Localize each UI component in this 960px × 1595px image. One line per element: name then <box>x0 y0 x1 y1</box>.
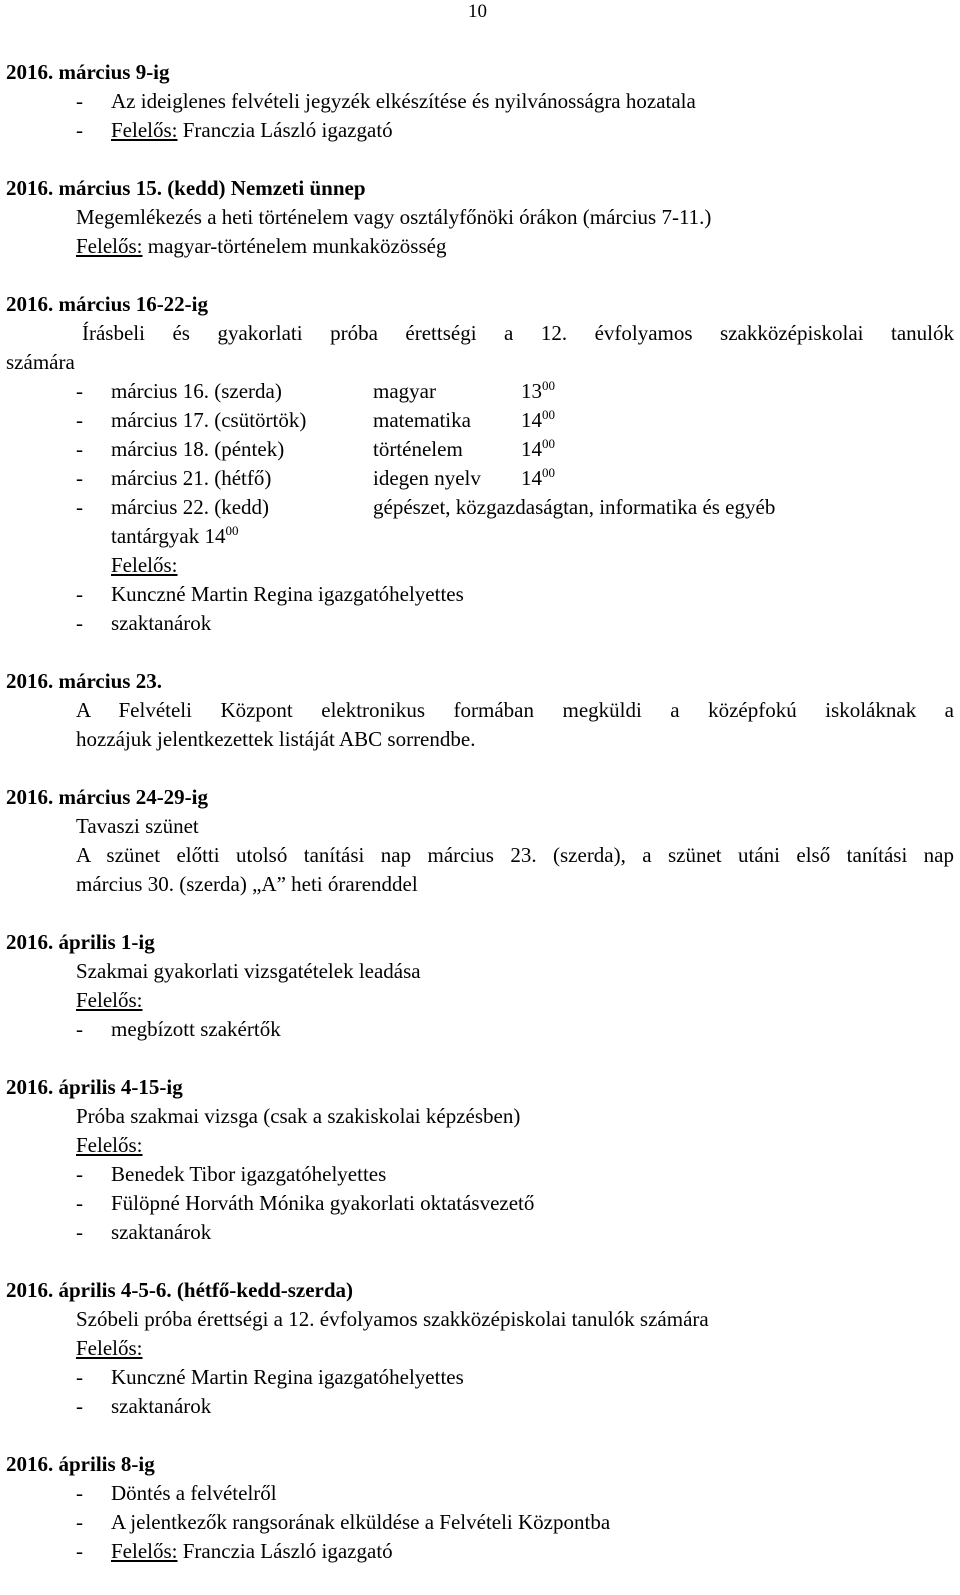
exam-minute: 00 <box>542 436 555 451</box>
entry-march-15 <box>6 174 954 261</box>
entry-text: Próba szakmai vizsga (csak a szakiskolai képzésben) <box>76 1104 521 1128</box>
dash: - <box>76 89 83 113</box>
exam-date: március 18. (péntek) <box>111 437 285 461</box>
responsible-person: Kunczné Martin Regina igazgatóhelyettes <box>111 582 464 606</box>
exam-minute: 00 <box>542 465 555 480</box>
entry-text: Szóbeli próba érettségi a 12. évfolyamos szakközépiskolai tanulók számára <box>76 1307 709 1331</box>
exam-date: március 17. (csütörtök) <box>111 408 307 432</box>
entry-april-1: 2016. április 1-ig Szakmai gyakorlati vizsgatételek leadása Felelős: - megbízott szakértők <box>6 928 954 1044</box>
entry-text: A szünet előtti utolsó tanítási nap március 23. (szerda), a szünet utáni első tanítási nap <box>76 843 954 867</box>
responsible-person: Fülöpné Horváth Mónika gyakorlati oktatásvezető <box>111 1191 535 1215</box>
exam-subject: történelem <box>373 437 463 461</box>
entry-date: 2016. április 8-ig <box>6 1452 155 1476</box>
entry-date: 2016. március 9-ig <box>6 60 170 84</box>
entry-text: Döntés a felvételről <box>111 1481 277 1505</box>
entry-date: 2016. március 15. (kedd) Nemzeti ünnep <box>6 176 366 200</box>
exam-subject: gépészet, közgazdaságtan, informatika és egyéb <box>373 495 776 519</box>
responsible-person: magyar-történelem munkaközösség <box>147 234 447 258</box>
responsible-person: megbízott szakértők <box>111 1017 281 1041</box>
exam-subject-cont: tantárgyak <box>111 524 205 548</box>
entry-date: 2016. április 1-ig <box>6 930 155 954</box>
exam-minute: 00 <box>542 378 555 393</box>
responsible-label: Felelős: <box>76 1133 143 1157</box>
entry-date: 2016. március 16-22-ig <box>6 292 209 316</box>
entry-text: Tavaszi szünet <box>76 814 199 838</box>
responsible-label: Felelős: <box>111 1539 178 1563</box>
entry-april-8: 2016. április 8-ig - Döntés a felvételről - A jelentkezők rangsorának elküldése a Felvételi Központba - Felelős: Franczia László igazgató <box>6 1450 954 1566</box>
entry-march-16-22: 2016. március 16-22-ig Írásbeli és gyakorlati próba érettségi a 12. évfolyamos szakközépiskolai tanulók számára - március 16. (szerda) magyar $13^{00}$ - március 17. (csütörtök) matematika $14^{00}$ - március 18. (péntek) történelem $14^{00}$ - március 21. (hétfő) idegen nyelv $14^{00}$ - március 22. (kedd) gépészet, közgazdaságtan, informatika és egyéb tantárgyak $14^{00}$ Felelős: - Kunczné Martin Regina igazgatóhelyettes - szaktanárok <box>6 292 954 635</box>
exam-subject: magyar <box>373 379 436 403</box>
entry-date: 2016. március 23. <box>6 669 162 693</box>
responsible-person: szaktanárok <box>111 1394 212 1418</box>
page-number: 10 <box>468 1 487 22</box>
entry-text: Az ideiglenes felvételi jegyzék elkészítése és nyilvánosságra hozatala <box>111 89 696 113</box>
entry-march-23 <box>6 667 954 754</box>
exam-date: március 21. (hétfő) <box>111 466 272 490</box>
entry-text: Szakmai gyakorlati vizsgatételek leadása <box>76 959 421 983</box>
exam-hour: 14 <box>521 408 542 432</box>
entry-april-4-15: 2016. április 4-15-ig Próba szakmai vizsga (csak a szakiskolai képzésben) Felelős: - Benedek Tibor igazgatóhelyettes - Fülöpné Horváth Mónika gyakorlati oktatásvezető - szaktanárok <box>6 1073 954 1247</box>
exam-date: március 22. (kedd) <box>111 495 270 519</box>
exam-subject: idegen nyelv <box>373 466 481 490</box>
entry-april-4-5-6: 2016. április 4-5-6. (hétfő-kedd-szerda) Szóbeli próba érettségi a 12. évfolyamos szakközépiskolai tanulók számára Felelős: - Kunczné Martin Regina igazgatóhelyettes - szaktanárok <box>6 1276 954 1421</box>
responsible-person: Kunczné Martin Regina igazgatóhelyettes <box>111 1365 464 1389</box>
responsible-person: Benedek Tibor igazgatóhelyettes <box>111 1162 387 1186</box>
responsible-label: Felelős: <box>76 234 143 258</box>
exam-hour: 14 <box>204 524 226 548</box>
entry-text: A Felvételi Központ elektronikus formában megküldi a középfokú iskoláknak a <box>76 698 954 722</box>
exam-hour: 14 <box>521 437 542 461</box>
entry-text: hozzájuk jelentkezettek listáját ABC sorrendbe. <box>76 727 476 751</box>
entry-march-24-29 <box>6 783 954 899</box>
responsible-person: szaktanárok <box>111 611 212 635</box>
entry-text: A jelentkezők rangsorának elküldése a Felvételi Központba <box>111 1510 611 1534</box>
responsible-label: Felelős: <box>76 988 143 1012</box>
entry-date: 2016. április 4-15-ig <box>6 1075 183 1099</box>
exam-hour: 14 <box>521 466 542 490</box>
entry-date: 2016. március 24-29-ig <box>6 785 209 809</box>
responsible-label: Felelős: <box>76 1336 143 1360</box>
dash: - <box>76 118 83 142</box>
entry-date: 2016. április 4-5-6. (hétfő-kedd-szerda) <box>6 1278 354 1302</box>
responsible-person: Franczia László igazgató <box>182 118 393 142</box>
exam-minute: 00 <box>542 407 555 422</box>
exam-subject: matematika <box>373 408 471 432</box>
entry-text: Írásbeli és gyakorlati próba érettségi a 12. évfolyamos szakközépiskolai tanulók <box>82 321 954 345</box>
responsible-person: szaktanárok <box>111 1220 212 1244</box>
schedule-content <box>6 58 954 1595</box>
entry-text: március 30. (szerda) „A” heti órarenddel <box>76 872 418 896</box>
exam-date: március 16. (szerda) <box>111 379 282 403</box>
responsible-person: Franczia László igazgató <box>182 1539 393 1563</box>
responsible-label: Felelős: <box>111 118 178 142</box>
exam-minute: 00 <box>225 523 239 538</box>
exam-hour: 13 <box>521 379 542 403</box>
entry-text: számára <box>6 350 75 374</box>
responsible-label: Felelős: <box>111 553 178 577</box>
entry-text: Megemlékezés a heti történelem vagy osztályfőnöki órákon (március 7-11.) <box>76 205 712 229</box>
entry-march-9 <box>6 58 954 145</box>
